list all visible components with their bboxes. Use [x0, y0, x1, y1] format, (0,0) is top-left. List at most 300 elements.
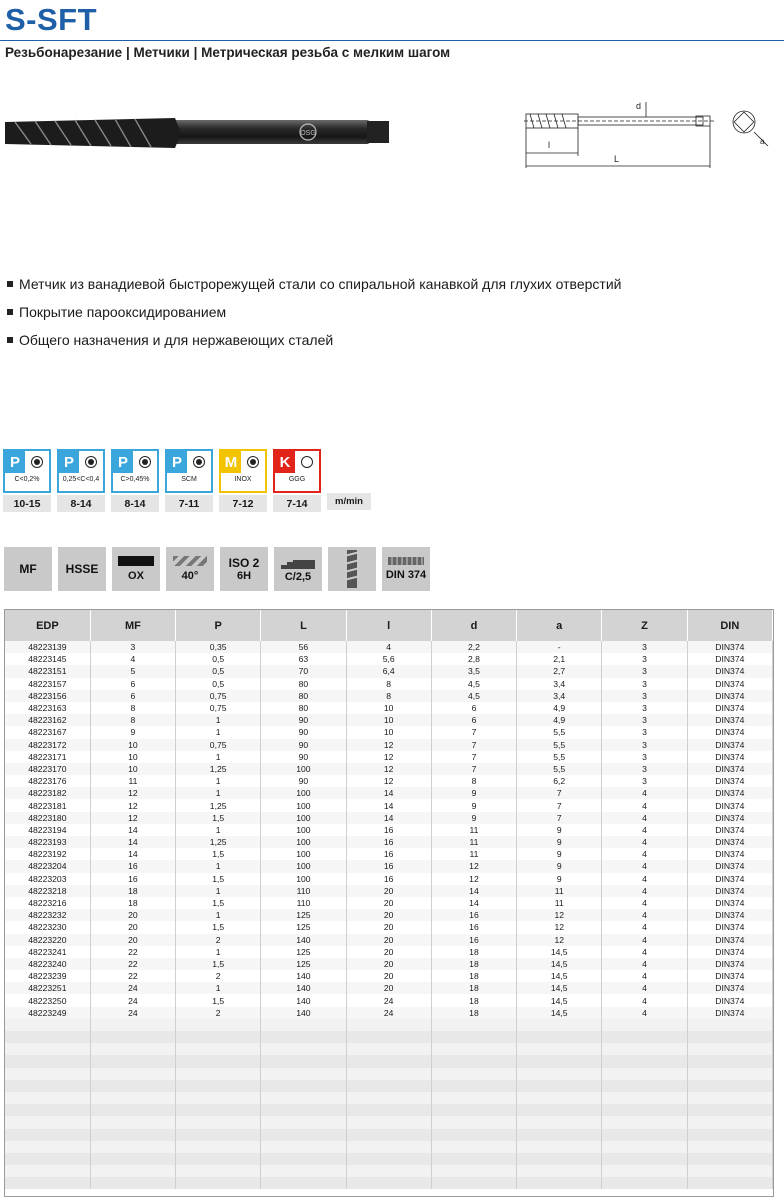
- table-cell: 100: [261, 848, 346, 860]
- table-cell: 1: [176, 751, 261, 763]
- material-label: INOX: [234, 476, 252, 483]
- table-cell: 48223192: [5, 848, 90, 860]
- table-cell: 125: [261, 946, 346, 958]
- table-cell: 7: [431, 739, 516, 751]
- table-cell: DIN374: [687, 641, 772, 653]
- material-card: [273, 449, 321, 493]
- feature-list: [7, 270, 621, 354]
- table-row: [5, 970, 773, 982]
- table-cell: 125: [261, 921, 346, 933]
- table-cell: 2,2: [431, 641, 516, 653]
- table-cell: 9: [517, 860, 602, 872]
- table-cell: 48223240: [5, 958, 90, 970]
- table-cell: 18: [90, 885, 175, 897]
- table-cell: 10: [346, 702, 431, 714]
- table-row: [5, 714, 773, 726]
- svg-text:l: l: [548, 140, 550, 150]
- table-cell: 12: [346, 739, 431, 751]
- table-cell: 16: [90, 873, 175, 885]
- table-row: [5, 824, 773, 836]
- table-cell: 90: [261, 726, 346, 738]
- suitability-dot-icon: [85, 456, 97, 468]
- table-cell: 11: [431, 824, 516, 836]
- suitability-dot-icon: [139, 456, 151, 468]
- table-cell: 1: [176, 946, 261, 958]
- table-cell: 80: [261, 678, 346, 690]
- table-cell: 3,5: [431, 665, 516, 677]
- table-cell: 4: [602, 994, 687, 1006]
- table-cell: 4: [602, 836, 687, 848]
- table-cell: DIN374: [687, 982, 772, 994]
- table-cell: 10: [90, 739, 175, 751]
- table-cell: 48223181: [5, 799, 90, 811]
- column-header: L: [261, 610, 346, 641]
- bullet-icon: [7, 281, 13, 287]
- table-cell: 1,5: [176, 848, 261, 860]
- empty-row: [5, 1153, 773, 1165]
- table-cell: 48223230: [5, 921, 90, 933]
- material-letter: P: [59, 451, 79, 473]
- table-cell: DIN374: [687, 1007, 772, 1019]
- table-row: [5, 775, 773, 787]
- table-cell: 3,4: [517, 678, 602, 690]
- table-cell: 16: [346, 873, 431, 885]
- table-cell: 14,5: [517, 1007, 602, 1019]
- svg-text:L: L: [614, 154, 620, 164]
- table-cell: 48223203: [5, 873, 90, 885]
- table-cell: 80: [261, 690, 346, 702]
- table-cell: 24: [90, 982, 175, 994]
- cutting-speed: 10-15: [3, 495, 51, 512]
- table-row: [5, 897, 773, 909]
- table-cell: 48223241: [5, 946, 90, 958]
- table-cell: 20: [346, 897, 431, 909]
- angle-icon: 40°: [166, 547, 214, 591]
- table-cell: 100: [261, 836, 346, 848]
- column-header: Z: [602, 610, 687, 641]
- table-cell: DIN374: [687, 678, 772, 690]
- table-cell: 24: [90, 994, 175, 1006]
- table-cell: 14,5: [517, 982, 602, 994]
- suitability-dot-icon: [193, 456, 205, 468]
- empty-row: [5, 1055, 773, 1067]
- table-cell: 48223151: [5, 665, 90, 677]
- table-cell: DIN374: [687, 836, 772, 848]
- material-letter: K: [275, 451, 295, 473]
- cutting-speed: 7-11: [165, 495, 213, 512]
- table-cell: 1,5: [176, 873, 261, 885]
- table-row: [5, 763, 773, 775]
- table-cell: 140: [261, 994, 346, 1006]
- table-cell: 0,5: [176, 653, 261, 665]
- din-icon: DIN 374: [382, 547, 430, 591]
- table-cell: 100: [261, 873, 346, 885]
- table-cell: 14,5: [517, 958, 602, 970]
- table-cell: 2,1: [517, 653, 602, 665]
- material-block: [57, 449, 105, 512]
- table-cell: 3: [602, 739, 687, 751]
- table-cell: 22: [90, 958, 175, 970]
- tap-photo: [5, 108, 391, 158]
- table-cell: DIN374: [687, 812, 772, 824]
- table-cell: 1: [176, 726, 261, 738]
- table-cell: 14: [90, 836, 175, 848]
- material-grid: [3, 449, 371, 512]
- material-letter: P: [113, 451, 133, 473]
- table-cell: 9: [517, 848, 602, 860]
- feature-item: Метчик из ванадиевой быстрорежущей стали со спиральной канавкой для глухих отверстий: [7, 270, 621, 298]
- table-cell: 1,5: [176, 897, 261, 909]
- table-cell: 48223167: [5, 726, 90, 738]
- table-row: [5, 921, 773, 933]
- table-cell: 12: [517, 921, 602, 933]
- table-cell: DIN374: [687, 775, 772, 787]
- table-cell: 18: [431, 1007, 516, 1019]
- table-cell: 3: [602, 726, 687, 738]
- table-cell: 125: [261, 958, 346, 970]
- table-cell: 14,5: [517, 970, 602, 982]
- table-cell: 1: [176, 860, 261, 872]
- svg-text:d: d: [636, 101, 642, 111]
- table-cell: 18: [431, 946, 516, 958]
- table-cell: 1: [176, 824, 261, 836]
- table-cell: 1: [176, 982, 261, 994]
- table-cell: 20: [346, 946, 431, 958]
- table-row: [5, 946, 773, 958]
- table-cell: 4: [602, 958, 687, 970]
- table-cell: 90: [261, 739, 346, 751]
- table-cell: 5: [90, 665, 175, 677]
- table-cell: 4,9: [517, 714, 602, 726]
- table-cell: 0,5: [176, 678, 261, 690]
- table-cell: DIN374: [687, 665, 772, 677]
- table-cell: 90: [261, 775, 346, 787]
- table-cell: 100: [261, 799, 346, 811]
- table-cell: 7: [431, 763, 516, 775]
- empty-row: [5, 1068, 773, 1080]
- empty-row: [5, 1116, 773, 1128]
- table-cell: 12: [90, 799, 175, 811]
- table-cell: DIN374: [687, 946, 772, 958]
- hsse-icon: HSSE: [58, 547, 106, 591]
- table-cell: DIN374: [687, 739, 772, 751]
- material-label: 0,25<C<0,4: [62, 476, 100, 483]
- table-cell: 100: [261, 787, 346, 799]
- table-cell: 14: [431, 885, 516, 897]
- table-cell: 5,5: [517, 751, 602, 763]
- table-cell: 5,5: [517, 726, 602, 738]
- table-cell: DIN374: [687, 921, 772, 933]
- table-cell: 48223249: [5, 1007, 90, 1019]
- table-cell: 4: [602, 885, 687, 897]
- table-cell: 24: [346, 994, 431, 1006]
- chamfer-icon: C/2,5: [274, 547, 322, 591]
- table-cell: 11: [517, 885, 602, 897]
- table-cell: 10: [346, 726, 431, 738]
- empty-row: [5, 1080, 773, 1092]
- table-cell: 9: [90, 726, 175, 738]
- empty-row: [5, 1141, 773, 1153]
- table-cell: 18: [431, 982, 516, 994]
- column-header: MF: [90, 610, 175, 641]
- table-cell: 48223193: [5, 836, 90, 848]
- table-cell: DIN374: [687, 885, 772, 897]
- table-cell: 4: [602, 1007, 687, 1019]
- table-cell: 48223156: [5, 690, 90, 702]
- table-cell: 140: [261, 970, 346, 982]
- empty-row: [5, 1092, 773, 1104]
- table-cell: 1: [176, 775, 261, 787]
- material-block: [3, 449, 51, 512]
- table-cell: 6,2: [517, 775, 602, 787]
- table-cell: 56: [261, 641, 346, 653]
- table-cell: 9: [431, 787, 516, 799]
- table-cell: 7: [431, 726, 516, 738]
- table-cell: -: [517, 641, 602, 653]
- speed-unit: m/min: [327, 493, 371, 510]
- table-cell: 6: [90, 678, 175, 690]
- dimension-drawing: [516, 96, 778, 174]
- table-cell: 0,35: [176, 641, 261, 653]
- table-cell: 3: [602, 641, 687, 653]
- empty-row: [5, 1177, 773, 1189]
- material-letter: P: [167, 451, 187, 473]
- table-cell: 125: [261, 909, 346, 921]
- table-cell: 48223180: [5, 812, 90, 824]
- table-cell: 20: [346, 921, 431, 933]
- material-letter: P: [5, 451, 25, 473]
- material-block: [219, 449, 267, 512]
- material-label: GGG: [288, 476, 306, 483]
- table-cell: 9: [431, 812, 516, 824]
- table-cell: 6: [431, 714, 516, 726]
- table-cell: 48223172: [5, 739, 90, 751]
- column-header: d: [431, 610, 516, 641]
- table-cell: 12: [431, 873, 516, 885]
- table-cell: 20: [346, 970, 431, 982]
- table-cell: 11: [431, 836, 516, 848]
- table-cell: 9: [517, 824, 602, 836]
- table-cell: DIN374: [687, 848, 772, 860]
- table-cell: 20: [90, 909, 175, 921]
- table-cell: 12: [346, 751, 431, 763]
- table-cell: 0,75: [176, 690, 261, 702]
- table-cell: 4: [90, 653, 175, 665]
- table-row: [5, 690, 773, 702]
- table-cell: 4,5: [431, 690, 516, 702]
- table-row: [5, 994, 773, 1006]
- table-row: [5, 665, 773, 677]
- table-row: [5, 739, 773, 751]
- table-cell: 110: [261, 885, 346, 897]
- table-cell: 1: [176, 909, 261, 921]
- table-cell: 9: [431, 799, 516, 811]
- table-cell: 4: [602, 860, 687, 872]
- table-cell: 10: [90, 763, 175, 775]
- table-cell: 18: [431, 958, 516, 970]
- table-cell: DIN374: [687, 799, 772, 811]
- table-cell: 1,5: [176, 812, 261, 824]
- table-cell: 3: [602, 678, 687, 690]
- empty-row: [5, 1129, 773, 1141]
- table-cell: 22: [90, 970, 175, 982]
- table-cell: 48223170: [5, 763, 90, 775]
- table-cell: 16: [431, 921, 516, 933]
- table-cell: 6,4: [346, 665, 431, 677]
- table-cell: DIN374: [687, 702, 772, 714]
- table-cell: 2: [176, 1007, 261, 1019]
- table-cell: 48223251: [5, 982, 90, 994]
- table-cell: 1: [176, 714, 261, 726]
- material-block: [165, 449, 213, 512]
- table-cell: DIN374: [687, 763, 772, 775]
- table-cell: 10: [90, 751, 175, 763]
- column-header: P: [176, 610, 261, 641]
- table-cell: DIN374: [687, 934, 772, 946]
- table-cell: 14: [346, 787, 431, 799]
- breadcrumb: Резьбонарезание | Метчики | Метрическая резьба с мелким шагом: [5, 45, 451, 60]
- table-row: [5, 751, 773, 763]
- table-cell: DIN374: [687, 714, 772, 726]
- material-letter: M: [221, 451, 241, 473]
- table-cell: 4: [602, 799, 687, 811]
- table-cell: 7: [431, 751, 516, 763]
- table-cell: 16: [346, 836, 431, 848]
- cutting-speed: 8-14: [111, 495, 159, 512]
- cutting-speed: 7-12: [219, 495, 267, 512]
- table-cell: 48223204: [5, 860, 90, 872]
- table-cell: 6: [90, 690, 175, 702]
- table-cell: 3: [602, 751, 687, 763]
- table-cell: 20: [346, 982, 431, 994]
- table-cell: 12: [346, 763, 431, 775]
- table-cell: 4,9: [517, 702, 602, 714]
- table-cell: 6: [431, 702, 516, 714]
- table-cell: 1,25: [176, 763, 261, 775]
- table-cell: 3,4: [517, 690, 602, 702]
- table-cell: 3: [90, 641, 175, 653]
- table-cell: DIN374: [687, 970, 772, 982]
- empty-row: [5, 1019, 773, 1031]
- table-cell: 16: [431, 909, 516, 921]
- table-cell: DIN374: [687, 994, 772, 1006]
- table-cell: 20: [346, 909, 431, 921]
- table-cell: 24: [346, 1007, 431, 1019]
- table-cell: 4: [602, 909, 687, 921]
- table-cell: 2,7: [517, 665, 602, 677]
- table-cell: 12: [517, 934, 602, 946]
- bullet-icon: [7, 309, 13, 315]
- table-cell: 14: [90, 824, 175, 836]
- table-cell: 48223232: [5, 909, 90, 921]
- table-cell: 24: [90, 1007, 175, 1019]
- table-cell: 16: [346, 824, 431, 836]
- feature-item: Покрытие парооксидированием: [7, 298, 621, 326]
- table-cell: 1,5: [176, 994, 261, 1006]
- table-cell: 11: [90, 775, 175, 787]
- table-cell: 4: [602, 934, 687, 946]
- table-cell: 4: [602, 812, 687, 824]
- table-cell: 100: [261, 824, 346, 836]
- table-cell: 8: [90, 714, 175, 726]
- material-block: [273, 449, 321, 512]
- table-cell: 100: [261, 812, 346, 824]
- empty-row: [5, 1104, 773, 1116]
- table-cell: 3: [602, 665, 687, 677]
- table-cell: 16: [90, 860, 175, 872]
- table-row: [5, 934, 773, 946]
- table-cell: 14: [346, 812, 431, 824]
- iso-icon: ISO 2 6H: [220, 547, 268, 591]
- table-cell: 8: [431, 775, 516, 787]
- table-cell: 48223145: [5, 653, 90, 665]
- cutting-speed: 7-14: [273, 495, 321, 512]
- table-cell: 14,5: [517, 946, 602, 958]
- column-header: a: [517, 610, 602, 641]
- table-cell: 70: [261, 665, 346, 677]
- empty-row: [5, 1031, 773, 1043]
- table-row: [5, 799, 773, 811]
- table-cell: 8: [90, 702, 175, 714]
- mf-icon: MF: [4, 547, 52, 591]
- table-cell: DIN374: [687, 751, 772, 763]
- table-row: [5, 848, 773, 860]
- table-row: [5, 641, 773, 653]
- table-cell: DIN374: [687, 726, 772, 738]
- table-cell: 20: [90, 934, 175, 946]
- material-label: C<0,2%: [14, 476, 40, 483]
- table-cell: 11: [431, 848, 516, 860]
- table-cell: 140: [261, 1007, 346, 1019]
- table-cell: 48223194: [5, 824, 90, 836]
- table-cell: 80: [261, 702, 346, 714]
- table-cell: 3: [602, 690, 687, 702]
- table-cell: 48223218: [5, 885, 90, 897]
- material-card: [57, 449, 105, 493]
- table-cell: 12: [90, 812, 175, 824]
- material-label: C>0,45%: [120, 476, 150, 483]
- table-cell: DIN374: [687, 824, 772, 836]
- table-cell: 2: [176, 934, 261, 946]
- table-cell: 7: [517, 787, 602, 799]
- material-card: [165, 449, 213, 493]
- product-table: [4, 609, 774, 1197]
- table-row: [5, 836, 773, 848]
- ox-icon: OX: [112, 547, 160, 591]
- table-cell: 1,5: [176, 958, 261, 970]
- spiral-icon: [328, 547, 376, 591]
- table-cell: 8: [346, 678, 431, 690]
- table-row: [5, 873, 773, 885]
- table-cell: 2,8: [431, 653, 516, 665]
- table-cell: 1,25: [176, 799, 261, 811]
- table-cell: 20: [90, 921, 175, 933]
- table-row: [5, 787, 773, 799]
- table-cell: DIN374: [687, 897, 772, 909]
- table-cell: DIN374: [687, 860, 772, 872]
- table-cell: 90: [261, 751, 346, 763]
- table-cell: 12: [431, 860, 516, 872]
- empty-row: [5, 1043, 773, 1055]
- material-card: [219, 449, 267, 493]
- table-row: [5, 702, 773, 714]
- table-row: [5, 726, 773, 738]
- table-cell: 140: [261, 982, 346, 994]
- table-cell: 48223171: [5, 751, 90, 763]
- suitability-dot-icon: [301, 456, 313, 468]
- table-cell: 1: [176, 885, 261, 897]
- table-row: [5, 678, 773, 690]
